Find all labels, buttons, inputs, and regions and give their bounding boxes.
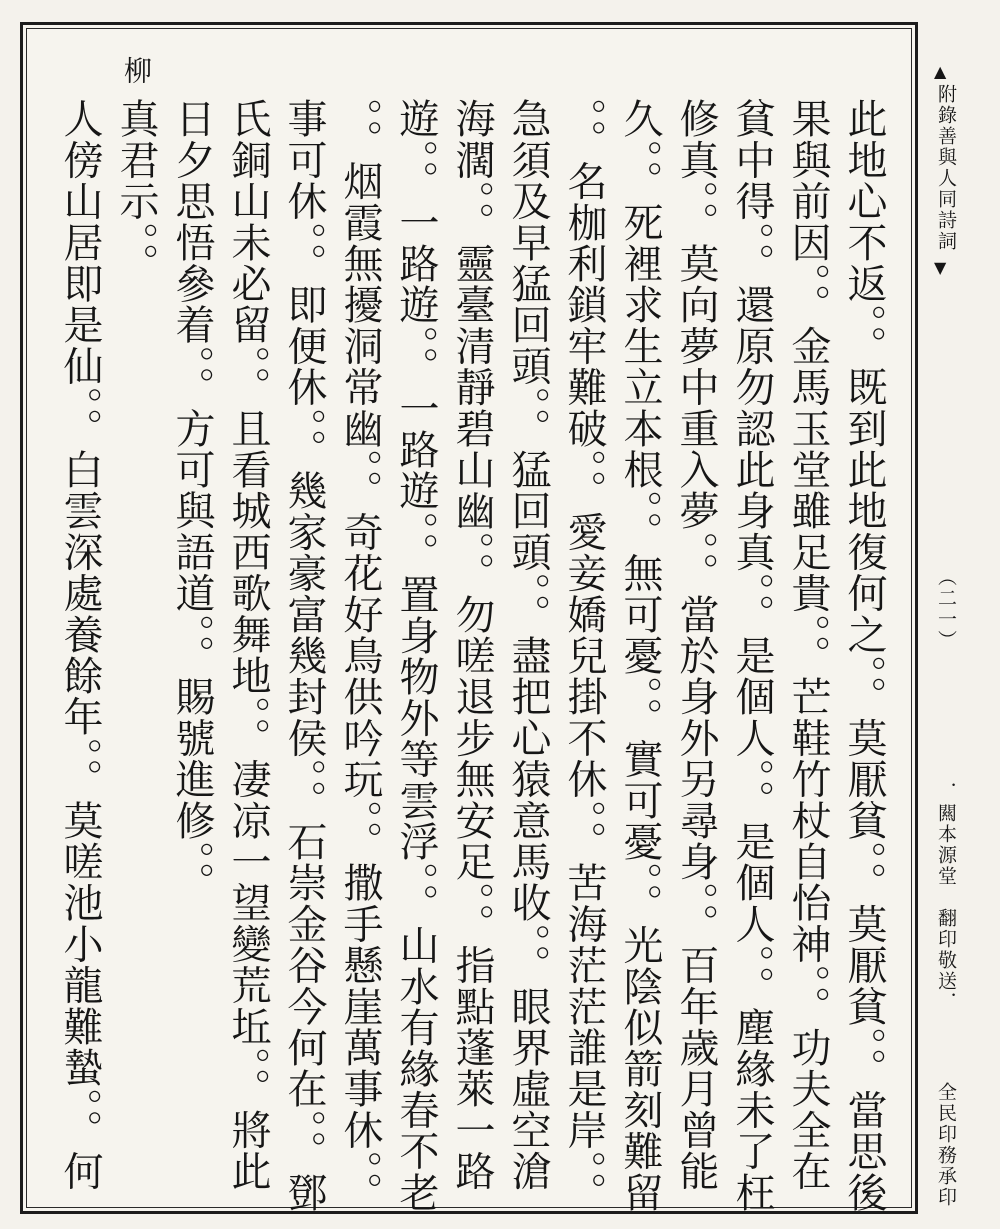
text-column: 修真。。莫向夢中重入夢。。當於身外另尋身。。百年歲月曾能 [673, 98, 719, 1192]
margin-strip [918, 22, 978, 1214]
text-column: 人傍山居即是仙。。白雲深處養餘年。。莫嗟池小龍難蟄。。何 [57, 98, 103, 1192]
text-column: 真君示。。 [113, 98, 159, 284]
triangle-down-icon: ▼ [934, 258, 947, 277]
text-column: 急須及早猛回頭。。猛回頭。。盡把心猿意馬收。。眼界虛空滄 [505, 98, 551, 1192]
section-title: 附錄善與人同詩詞 [935, 84, 957, 252]
text-column: 久。。死裡求生立本根。。無可憂。。實可憂。。光陰似箭刻難留 [617, 98, 663, 1213]
text-column: 。。烟霞無擾洞常幽。。奇花好鳥供吟玩。。撒手懸崖萬事休。。 [337, 98, 383, 1213]
text-column: 遊。。一路遊。。一路遊。。置身物外等雲浮。。山水有緣春不老 [393, 98, 439, 1213]
text-column: 。。名枷利鎖牢難破。。愛妾嬌兒掛不休。。苦海茫茫誰是岸。。 [561, 98, 607, 1213]
text-column: 貧中得。。還原勿認此身真。。是個人。。是個人。。塵緣未了枉 [729, 98, 775, 1213]
annotation-note: 柳 [120, 56, 153, 86]
text-body [38, 56, 910, 1213]
text-column: 日夕思悟參着。。方可與語道。。賜號進修。。 [169, 98, 215, 904]
text-column: 此地心不返。。既到此地復何之。。莫厭貧。。莫厭貧。。當思後 [841, 98, 887, 1213]
page-number: （二一） [935, 567, 957, 651]
text-column: 氏銅山未必留。。且看城西歌舞地。。凄凉一望變荒坵。。將此 [225, 98, 271, 1192]
text-column: 事可休。。即便休。。幾家豪富幾封侯。。石崇金谷今何在。。鄧 [281, 98, 327, 1213]
printer-name: 全民印務承印 [935, 1082, 957, 1208]
text-column: 果與前因。。金馬玉堂雖足貴。。芒鞋竹杖自怡神。。功夫全在 [785, 98, 831, 1192]
publisher-edition: ．闗本源堂 翻印敬送． [935, 782, 957, 1013]
text-column: 海濶。。靈臺清靜碧山幽。。勿嗟退步無安足。。指點蓬萊一路 [449, 98, 495, 1192]
triangle-up-icon: ▲ [934, 62, 947, 81]
